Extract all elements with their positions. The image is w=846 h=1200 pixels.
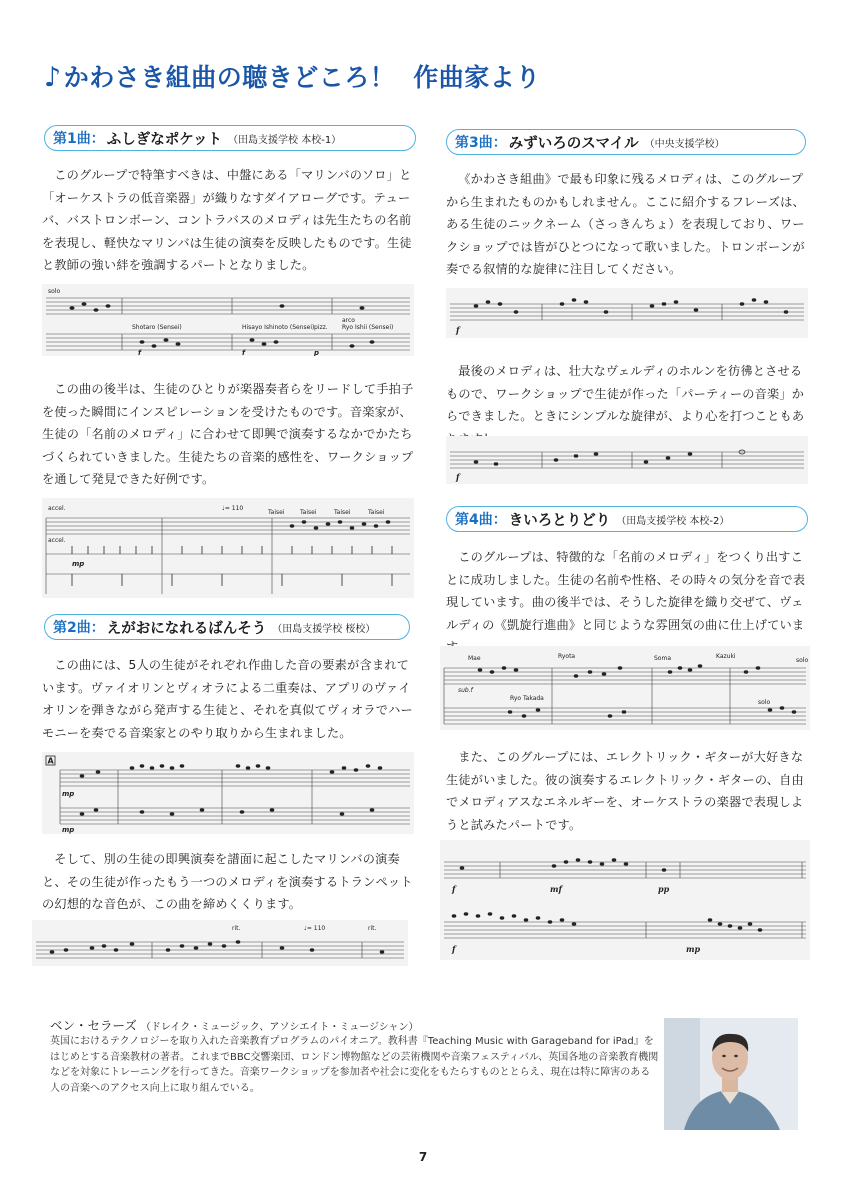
score-label-ryo: Ryo Ishii (Sensei) <box>342 324 394 331</box>
section-4-paragraph-1: このグループは、特徴的な「名前のメロディ」をつくり出すことに成功しました。生徒の名前や性格、その時々の気分を音で表現しています。曲の後半では、そうした旋律を織り交ぜて、ヴェルディの《凱旋行進曲》と同じような雰囲気の曲に仕上げていま <box>446 550 806 632</box>
score-dynamic: f <box>242 349 246 356</box>
score-label-solo: solo <box>796 657 809 664</box>
score-dynamic: mf <box>550 884 562 894</box>
section-1-paragraph-1: このグループで特筆すべきは、中盤にある「マリンバのソロ」と「オーケストラの低音楽器」が織りなすダイアローグです。テューバ、バストロンボーン、コントラバスのメロディは先生たちの名前を表現し、軽快なマリンバは生徒の演奏を反映したものです。生徒と教師の強い絆を強調するパートとなりました。 <box>42 168 412 272</box>
score-dynamic: f <box>456 472 460 482</box>
score-dynamic: p <box>314 349 320 356</box>
score-label-kazuki: Kazuki <box>716 653 736 660</box>
score-dynamic: mp <box>686 944 701 954</box>
score-label-ryo-takada: Ryo Takada <box>510 695 544 702</box>
section-1-paragraph-2: この曲の後半は、生徒のひとりが楽器奏者らをリードして手拍子を使った瞬間にインスピレーションを受けたものです。音楽家が、生徒の「名前のメロディ」に合わせて即興で演奏するなかでかたちづくられていきました。生徒たちの音楽的感性を、ワークショップを通して発見できた好例です。 <box>42 382 414 486</box>
page-number: 7 <box>418 1150 428 1164</box>
score-label-tempo: ♩= 110 <box>304 925 326 932</box>
score-label-accel: accel. <box>48 537 66 544</box>
section-3-paragraph-2: 最後のメロディは、壮大なヴェルディのホルンを彷彿とさせるもので、ワークショップで生徒が作った「パーティーの音楽」からできました。ときにシンプルな旋律が、より心を打つこともあ <box>446 364 805 423</box>
score-label-hisayo: Hisayo Ishinoto (Sensei) <box>242 324 315 331</box>
score-label-taisei: Taisei <box>300 509 317 516</box>
score-label-mae: Mae <box>468 655 481 662</box>
section-3-score-2 <box>446 436 808 484</box>
section-4-score-1 <box>440 646 810 730</box>
score-label-soma: Soma <box>654 655 672 662</box>
section-2-paragraph-1: この曲には、5人の生徒がそれぞれ作曲した音の要素が含まれています。ヴァイオリンとヴィオラによる二重奏は、アプリのヴァイオリンを弾きながら発声する生徒と、それを真似てヴィオラでハーモニーを奏でる音楽家とのやり取りから生まれました。 <box>42 658 413 740</box>
score-label-ryota: Ryota <box>558 653 576 660</box>
score-label-taisei: Taisei <box>334 509 351 516</box>
section-2-header: 第2曲： えがおになれるばんそう （田島支援学校 桜校） <box>44 614 410 640</box>
section-1-score-1 <box>42 284 414 356</box>
profile-photo <box>664 1018 798 1130</box>
score-label-shotaro: Shotaro (Sensei) <box>132 324 182 331</box>
section-4-score-2 <box>440 840 810 960</box>
section-3-header: 第3曲： みずいろのスマイル （中央支援学校） <box>446 129 806 155</box>
score-dynamic: f <box>138 349 142 356</box>
score-label-rit: rit. <box>368 925 377 932</box>
score-dynamic: f <box>456 325 460 335</box>
profile-bio: 英国におけるテクノロジーを取り入れた音楽教育プログラムのパイオニア。教科書『Teaching Music with Garageband for iPad』をはじめとする音楽教材の著者。これまでBBC交響楽団、ロンドン博物館などの芸術機関や音楽フェスティバル、英国各地の音楽教育機関などを対象にトレーニングを行ってきた。音楽ワークショップを参加者や社会に変化をもたらすものととらえ、現在は特に障害のある人の音楽へのアクセス向上に取り組んでいる。 <box>50 1036 659 1094</box>
section-3-score-1 <box>446 288 808 338</box>
section-3-paragraph-1: 《かわさき組曲》で最も印象に残るメロディは、このグループから生まれたものかもしれません。ここに紹介するフレーズは、ある生徒のニックネーム（さっきんちょ）を表現しており、ワークショップでは皆がひとつになって歌いました。トロンボーンが奏でる叙情的な旋律に注目してください。 <box>446 172 805 276</box>
score-label-solo: solo <box>48 288 61 295</box>
section-2-paragraph-2: そして、別の生徒の即興演奏を譜面に起こしたマリンバの演奏と、その生徒が作ったもう一つのメロディを演奏するトランペットの幻想的な音色が、この曲を締めくくります。 <box>42 852 413 911</box>
score-label-taisei: Taisei <box>368 509 385 516</box>
score-label-pizz: pizz. <box>314 324 328 331</box>
section-4-header: 第4曲： きいろとりどり （田島支援学校 本校-2） <box>446 506 808 532</box>
score-dynamic: mp <box>72 560 85 568</box>
score-label-taisei: Taisei <box>268 509 285 516</box>
score-dynamic: pp <box>658 884 670 894</box>
score-label-rit: rit. <box>232 925 241 932</box>
score-dynamic: f <box>452 884 456 894</box>
eighth-note-icon: ♪ <box>44 62 62 93</box>
score-label-solo: solo <box>758 699 771 706</box>
section-2-score-2 <box>32 920 408 966</box>
page-title: ♪かわさき組曲の聴きどころ！ 作曲家より <box>44 62 541 93</box>
section-2-score-1 <box>42 752 414 834</box>
score-label-arco: arco <box>342 317 355 324</box>
score-dynamic: f <box>452 944 456 954</box>
section-1-header: 第1曲： ふしぎなポケット （田島支援学校 本校-1） <box>44 125 416 151</box>
score-dynamic: mp <box>62 790 75 798</box>
profile-name: ベン・セラーズ （ドレイク・ミュージック、アソシエイト・ミュージシャン） <box>50 1018 419 1033</box>
score-dynamic: mp <box>62 826 75 834</box>
section-1-score-2 <box>42 498 414 598</box>
score-label-tempo: ♩= 110 <box>222 505 244 512</box>
section-4-paragraph-2: また、このグループには、エレクトリック・ギターが大好きな生徒がいました。彼の演奏するエレクトリック・ギターの、自由でメロディアスなエネルギーを、オーケストラの楽器で表現しようと試みたパートです。 <box>446 750 804 832</box>
score-label-accel: accel. <box>48 505 66 512</box>
score-dynamic: sub.f <box>458 687 473 694</box>
rehearsal-mark: A <box>47 756 54 766</box>
